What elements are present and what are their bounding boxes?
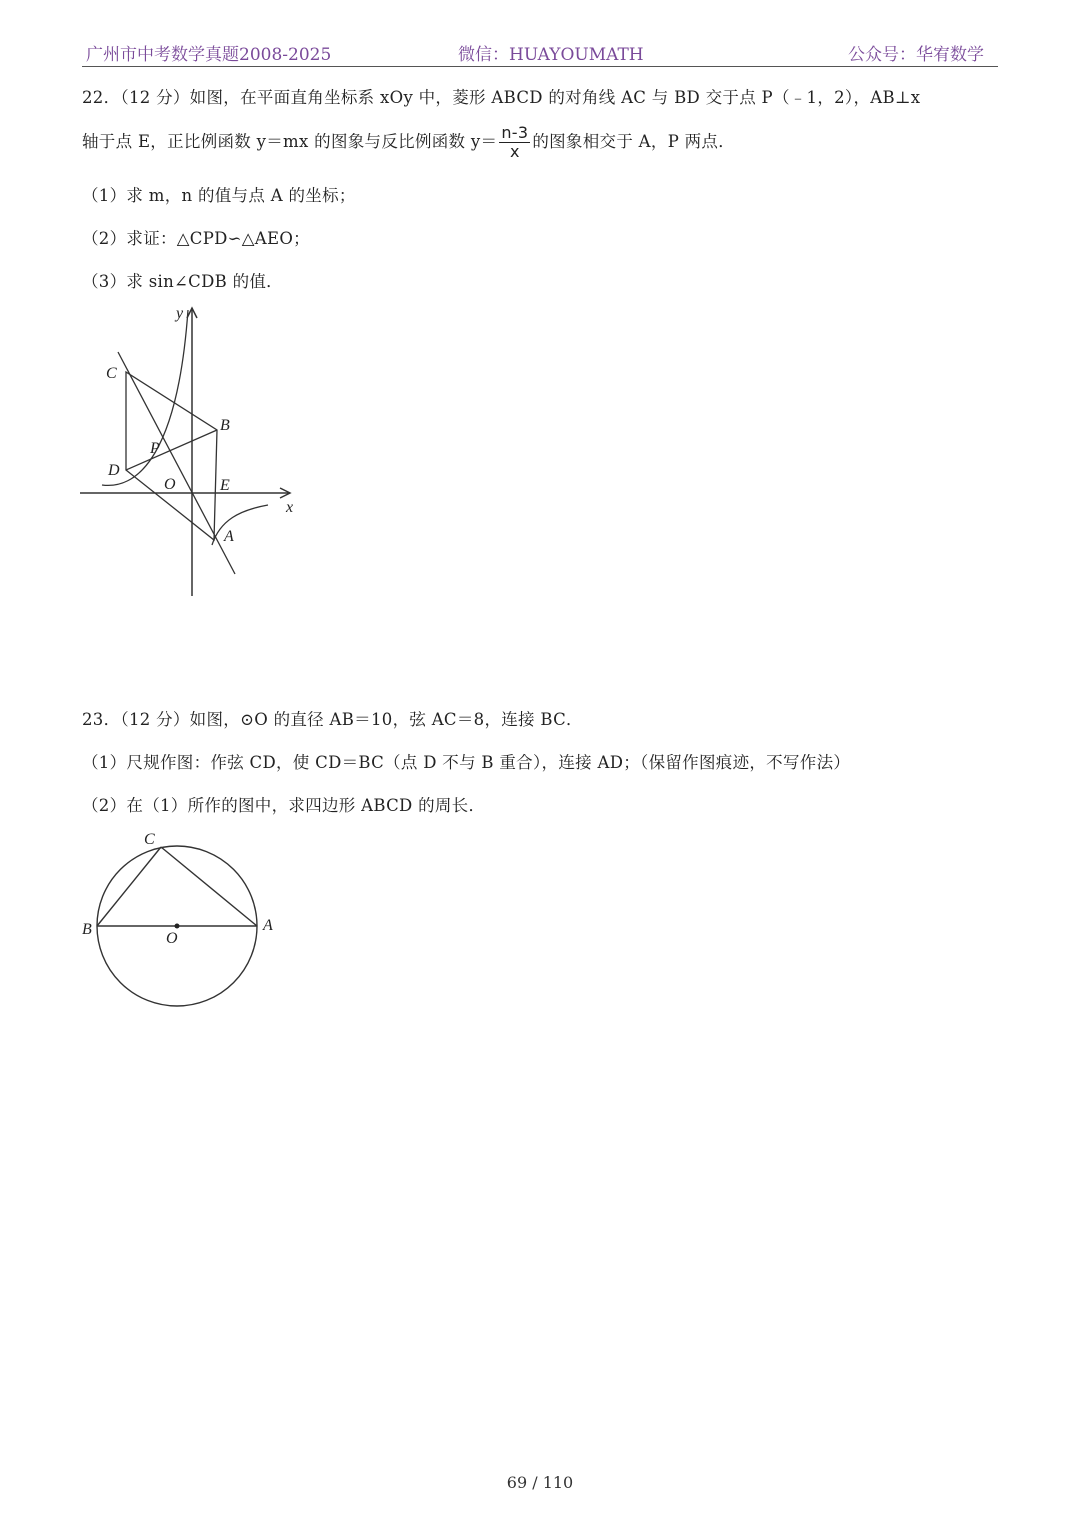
label-e: E: [220, 477, 230, 494]
label-o: O: [166, 930, 178, 947]
label-x: x: [286, 499, 294, 516]
label-a: A: [224, 528, 234, 545]
header-official-account: 公众号：华宥数学: [848, 45, 984, 65]
q22-sub2: （2）求证：△CPD∽△AEO；: [82, 229, 310, 248]
q22-sub3: （3）求 sin∠CDB 的值．: [82, 272, 283, 291]
label-a: A: [263, 917, 273, 934]
q22-figure: [80, 300, 310, 600]
label-o: O: [164, 476, 176, 493]
page-header: [82, 38, 998, 67]
page-number: 69 / 110: [506, 1473, 574, 1492]
label-b: B: [82, 921, 92, 938]
label-d: D: [108, 462, 120, 479]
label-b: B: [220, 417, 230, 434]
q22-sub1: （1）求 m，n 的值与点 A 的坐标；: [82, 186, 356, 205]
label-c: C: [106, 365, 117, 382]
hyperbola-branch-lower: [212, 505, 268, 545]
q22-fraction: [499, 124, 530, 161]
q22-stem-line2-post: 的图象相交于 A，P 两点．: [532, 132, 736, 151]
q22-stem-line1: 22．（12 分）如图，在平面直角坐标系 xOy 中，菱形 ABCD 的对角线 AC 与 BD 交于点 P（﹣1，2），AB⊥x: [82, 88, 921, 107]
q22-fraction-denominator: x: [509, 142, 520, 161]
q22-fraction-numerator: n-3: [501, 123, 529, 142]
header-title: 广州市中考数学真题2008-2025: [86, 45, 332, 65]
center-dot: [175, 924, 180, 929]
q23-stem: 23．（12 分）如图，⊙O 的直径 AB＝10，弦 AC＝8，连接 BC．: [82, 710, 583, 729]
q22-stem-line2-pre: 轴于点 E，正比例函数 y＝mx 的图象与反比例函数 y＝: [82, 132, 498, 151]
q23-figure-svg: [78, 825, 288, 1015]
q23-figure: [78, 825, 288, 1015]
header-wechat: 微信：HUAYOUMATH: [458, 45, 644, 65]
chord-bc: [97, 847, 161, 926]
q23-sub1: （1）尺规作图：作弦 CD，使 CD＝BC（点 D 不与 B 重合），连接 AD；（保留作图痕迹，不写作法）: [82, 753, 851, 772]
diagonal-bd: [126, 430, 217, 470]
label-y: y: [176, 305, 184, 322]
label-p: P: [150, 440, 160, 457]
q22-stem-line2: [82, 124, 735, 161]
q23-sub2: （2）在（1）所作的图中，求四边形 ABCD 的周长．: [82, 796, 486, 815]
q22-figure-svg: [80, 300, 310, 600]
label-c: C: [144, 831, 155, 848]
line-y-mx: [118, 352, 235, 574]
chord-ac: [161, 847, 257, 926]
